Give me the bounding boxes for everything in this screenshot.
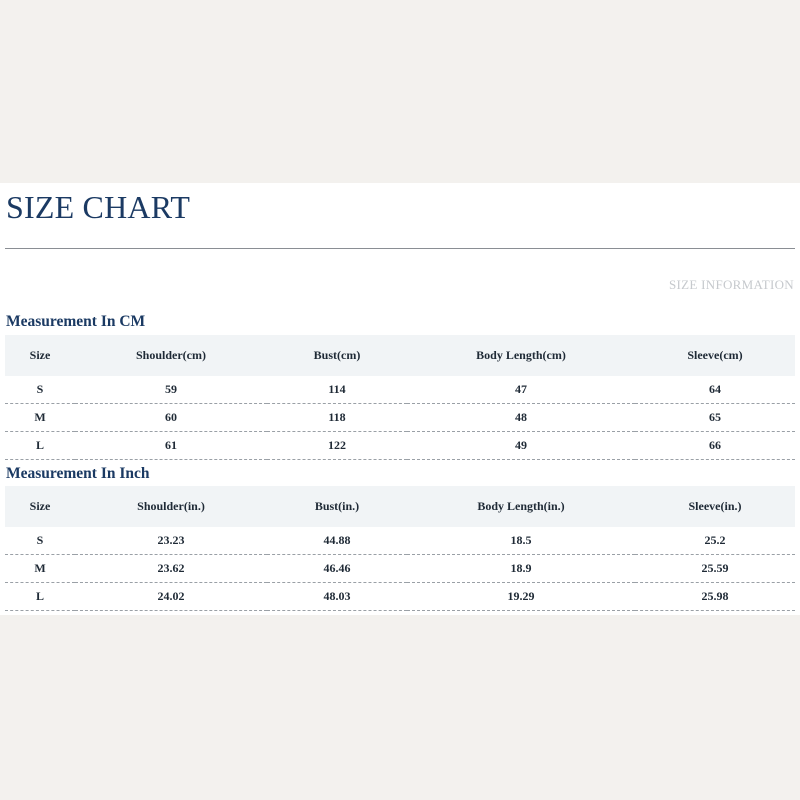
inch-measurement-table [5, 486, 795, 611]
table-row [5, 555, 795, 583]
table-cell: 23.62 [75, 555, 267, 583]
table-cell: S [5, 527, 75, 555]
column-header: Size [5, 335, 75, 376]
table-cell: 46.46 [267, 555, 407, 583]
table-cell: 64 [635, 376, 795, 404]
table-row [5, 527, 795, 555]
table-cell: L [5, 583, 75, 611]
column-header: Bust(cm) [267, 335, 407, 376]
column-header: Bust(in.) [267, 486, 407, 527]
table-cell: 18.5 [407, 527, 635, 555]
title-divider [5, 248, 795, 249]
size-information-label: SIZE INFORMATION [668, 277, 794, 292]
table-cell: 48 [407, 404, 635, 432]
table-cell: 48.03 [267, 583, 407, 611]
table-row [5, 404, 795, 432]
column-header: Shoulder(cm) [75, 335, 267, 376]
table-cell: 25.59 [635, 555, 795, 583]
table-cell: 114 [267, 376, 407, 404]
cm-measurement-table [5, 335, 795, 460]
column-header: Shoulder(in.) [75, 486, 267, 527]
table-cell: M [5, 404, 75, 432]
table-cell: 61 [75, 432, 267, 460]
column-header: Body Length(in.) [407, 486, 635, 527]
table-cell: 25.98 [635, 583, 795, 611]
table-cell: 25.2 [635, 527, 795, 555]
table-cell: 122 [267, 432, 407, 460]
table-cell: M [5, 555, 75, 583]
column-header: Size [5, 486, 75, 527]
table-cell: 44.88 [267, 527, 407, 555]
page-title: SIZE CHART [6, 189, 191, 225]
table-header-row [5, 486, 795, 527]
inch-section-heading: Measurement In Inch [6, 465, 150, 482]
size-chart-panel [0, 183, 800, 615]
table-cell: 59 [75, 376, 267, 404]
table-row [5, 376, 795, 404]
table-cell: 19.29 [407, 583, 635, 611]
table-cell: 18.9 [407, 555, 635, 583]
column-header: Sleeve(in.) [635, 486, 795, 527]
table-cell: 47 [407, 376, 635, 404]
table-cell: S [5, 376, 75, 404]
table-cell: L [5, 432, 75, 460]
cm-section-heading: Measurement In CM [6, 313, 146, 330]
table-cell: 24.02 [75, 583, 267, 611]
table-cell: 65 [635, 404, 795, 432]
column-header: Sleeve(cm) [635, 335, 795, 376]
table-cell: 118 [267, 404, 407, 432]
table-cell: 23.23 [75, 527, 267, 555]
table-row [5, 583, 795, 611]
column-header: Body Length(cm) [407, 335, 635, 376]
table-row [5, 432, 795, 460]
table-cell: 60 [75, 404, 267, 432]
table-cell: 49 [407, 432, 635, 460]
table-cell: 66 [635, 432, 795, 460]
table-header-row [5, 335, 795, 376]
